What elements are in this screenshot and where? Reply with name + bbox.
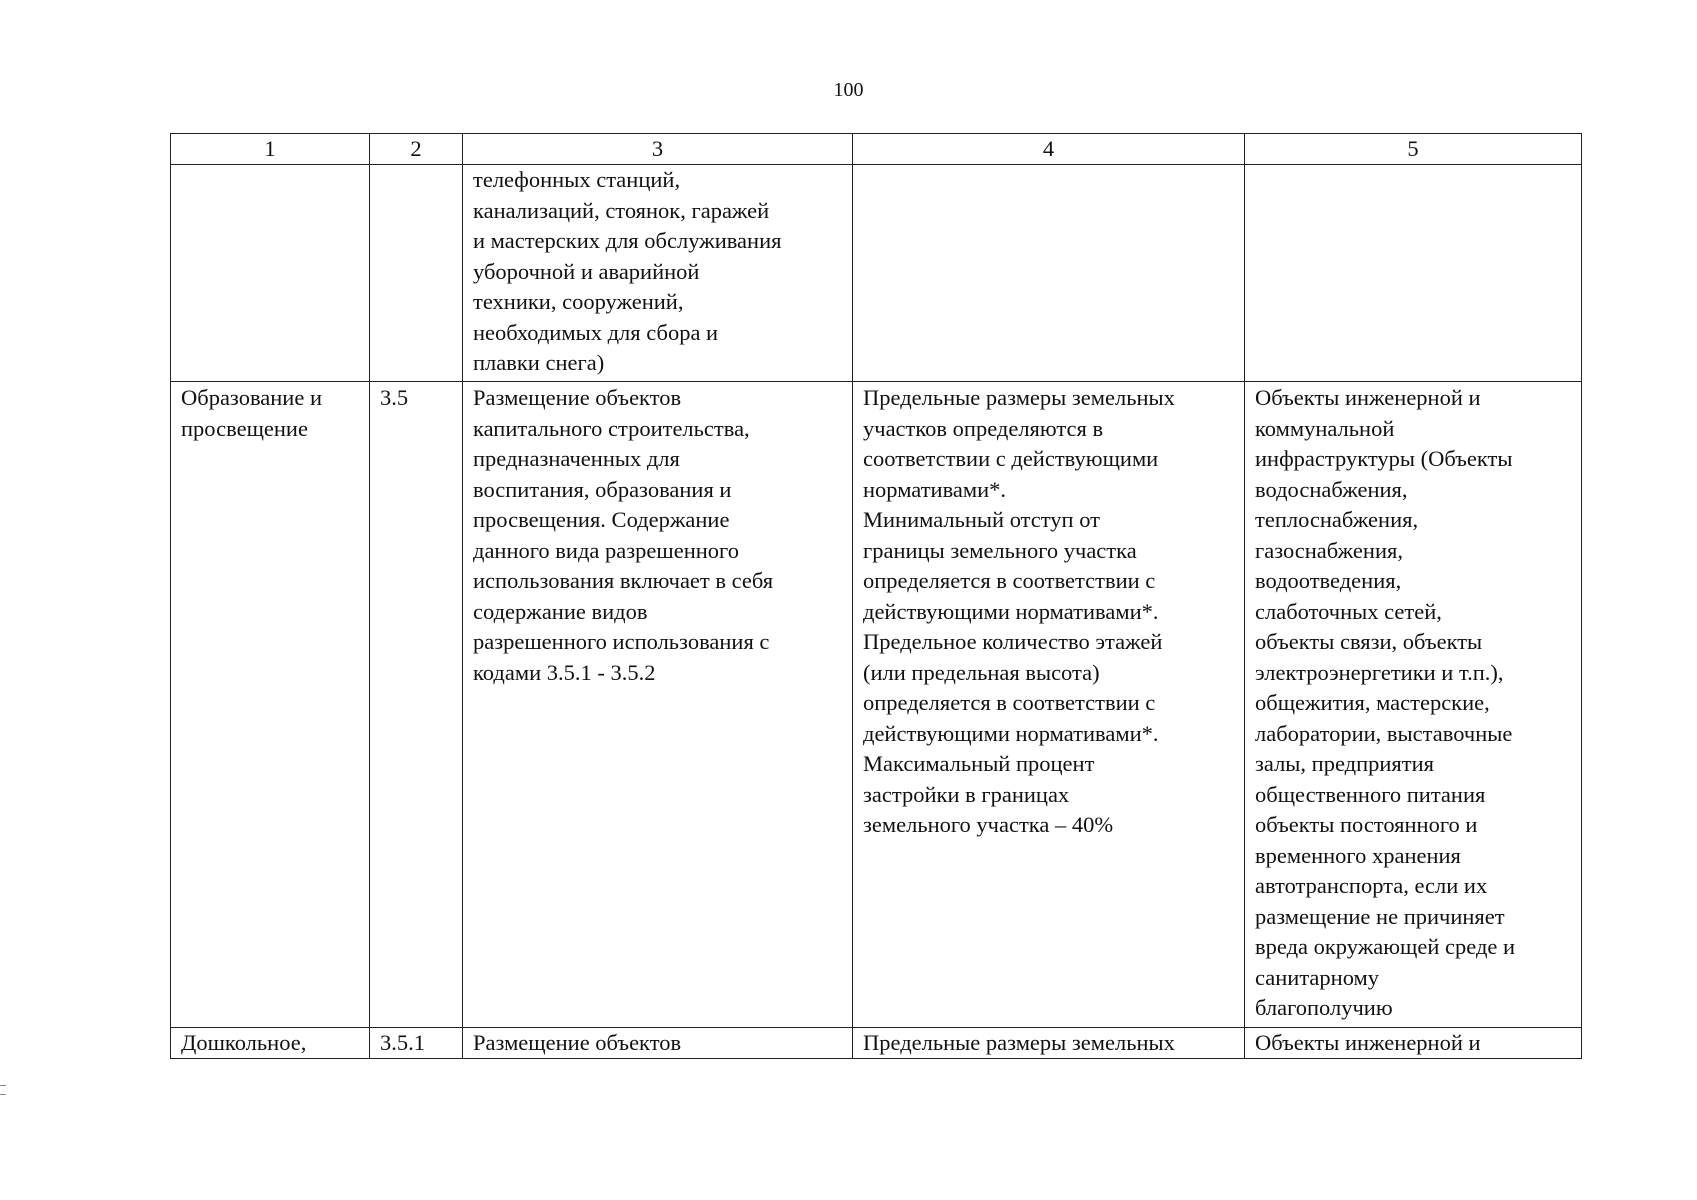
cell-line: соответствии с действующими — [863, 446, 1159, 471]
cell-line: застройки в границах — [863, 781, 1070, 807]
cell-line: телефонных станций, — [473, 167, 681, 192]
cell-line: инфраструктуры (Объекты — [1255, 446, 1513, 471]
cell-parameters — [853, 382, 1245, 1028]
cell-line: кодами 3.5.1 - 3.5.2 — [473, 659, 656, 685]
cell-use-name — [171, 165, 370, 382]
cell-line: нормативами*. — [863, 476, 1007, 502]
cell-line: Объекты инженерной и — [1255, 385, 1481, 410]
cell-line: канализаций, стоянок, гаражей — [473, 197, 770, 223]
header-row — [171, 134, 1582, 165]
cell-line: лаборатории, выставочные — [1255, 720, 1513, 746]
cell-line: автотранспорта, если их — [1255, 873, 1488, 898]
column-header-3: 3 — [463, 134, 853, 165]
cell-line: газоснабжения, — [1255, 537, 1403, 563]
cell-line: данного вида разрешенного — [473, 537, 739, 563]
cell-parameters — [853, 1028, 1245, 1059]
cell-line: объекты связи, объекты — [1255, 629, 1483, 654]
cell-line: Образование и — [181, 385, 322, 410]
table-header — [171, 134, 1582, 165]
cell-use-name — [171, 1028, 370, 1059]
table-row — [171, 165, 1582, 382]
cell-line: воспитания, образования и — [473, 476, 732, 502]
cell-line: Максимальный процент — [863, 751, 1095, 776]
cell-line: просвещения. Содержание — [473, 507, 730, 532]
cell-line: плавки снега) — [473, 350, 605, 375]
cell-line: земельного участка – 40% — [863, 812, 1114, 837]
table-row — [171, 1028, 1582, 1059]
cell-line: слаботочных сетей, — [1255, 598, 1442, 624]
cell-line: электроэнергетики и т.п.), — [1255, 659, 1504, 685]
cell-line: вреда окружающей среде и — [1255, 934, 1516, 959]
cell-line: действующими нормативами*. — [863, 598, 1159, 624]
cell-line: залы, предприятия — [1255, 751, 1435, 776]
cell-description — [463, 165, 853, 382]
land-use-table — [170, 133, 1582, 1059]
cell-line: использования включает в себя — [473, 568, 774, 593]
table-row — [171, 382, 1582, 1028]
cell-line: необходимых для сбора и — [473, 319, 719, 345]
cell-line: определяется в соответствии с — [863, 568, 1156, 593]
cell-line: временного хранения — [1255, 842, 1461, 868]
cell-line: 3.5.1 — [380, 1030, 425, 1055]
cell-line: коммунальной — [1255, 415, 1395, 441]
cell-line: водоснабжения, — [1255, 476, 1408, 502]
column-header-4: 4 — [853, 134, 1245, 165]
cell-line: разрешенного использования с — [473, 629, 770, 654]
page-number: 100 — [833, 79, 864, 101]
cell-auxiliary-uses — [1245, 1028, 1582, 1059]
cell-line: участков определяются в — [863, 415, 1104, 441]
cell-line: Предельные размеры земельных — [863, 385, 1175, 410]
cell-line: действующими нормативами*. — [863, 720, 1159, 746]
cell-line: (или предельная высота) — [863, 659, 1100, 685]
cell-line: капитального строительства, — [473, 415, 750, 441]
cell-line: и мастерских для обслуживания — [473, 228, 782, 253]
column-header-2: 2 — [370, 134, 463, 165]
cell-line: водоотведения, — [1255, 568, 1402, 593]
cell-line: Дошкольное, — [181, 1030, 307, 1055]
cell-use-name — [171, 382, 370, 1028]
cell-line: содержание видов — [473, 598, 648, 624]
cell-description — [463, 1028, 853, 1059]
cell-line: благополучию — [1255, 995, 1393, 1020]
cell-line: просвещение — [181, 415, 308, 441]
cell-code — [370, 1028, 463, 1059]
cell-code — [370, 165, 463, 382]
cell-line: Объекты инженерной и — [1255, 1030, 1481, 1055]
cell-line: общественного питания — [1255, 781, 1486, 807]
cell-parameters — [853, 165, 1245, 382]
cell-line: общежития, мастерские, — [1255, 690, 1490, 715]
cell-line: размещение не причиняет — [1255, 903, 1505, 929]
cell-line: теплоснабжения, — [1255, 507, 1419, 532]
cell-line: определяется в соответствии с — [863, 690, 1156, 715]
cell-line: Предельное количество этажей — [863, 629, 1163, 654]
cell-line: уборочной и аварийной — [473, 258, 700, 284]
margin-mark — [0, 1085, 6, 1095]
cell-line: границы земельного участка — [863, 537, 1137, 563]
cell-line: Размещение объектов — [473, 385, 682, 410]
cell-line: 3.5 — [380, 385, 409, 410]
cell-line: Размещение объектов — [473, 1030, 682, 1055]
cell-line: Предельные размеры земельных — [863, 1030, 1175, 1055]
cell-auxiliary-uses — [1245, 165, 1582, 382]
cell-code — [370, 382, 463, 1028]
cell-line: предназначенных для — [473, 446, 680, 471]
cell-line: объекты постоянного и — [1255, 812, 1478, 837]
cell-line: техники, сооружений, — [473, 289, 684, 314]
cell-auxiliary-uses — [1245, 382, 1582, 1028]
column-header-1: 1 — [171, 134, 370, 165]
cell-line: санитарному — [1255, 964, 1380, 990]
cell-description — [463, 382, 853, 1028]
cell-line: Минимальный отступ от — [863, 507, 1100, 532]
column-header-5: 5 — [1245, 134, 1582, 165]
